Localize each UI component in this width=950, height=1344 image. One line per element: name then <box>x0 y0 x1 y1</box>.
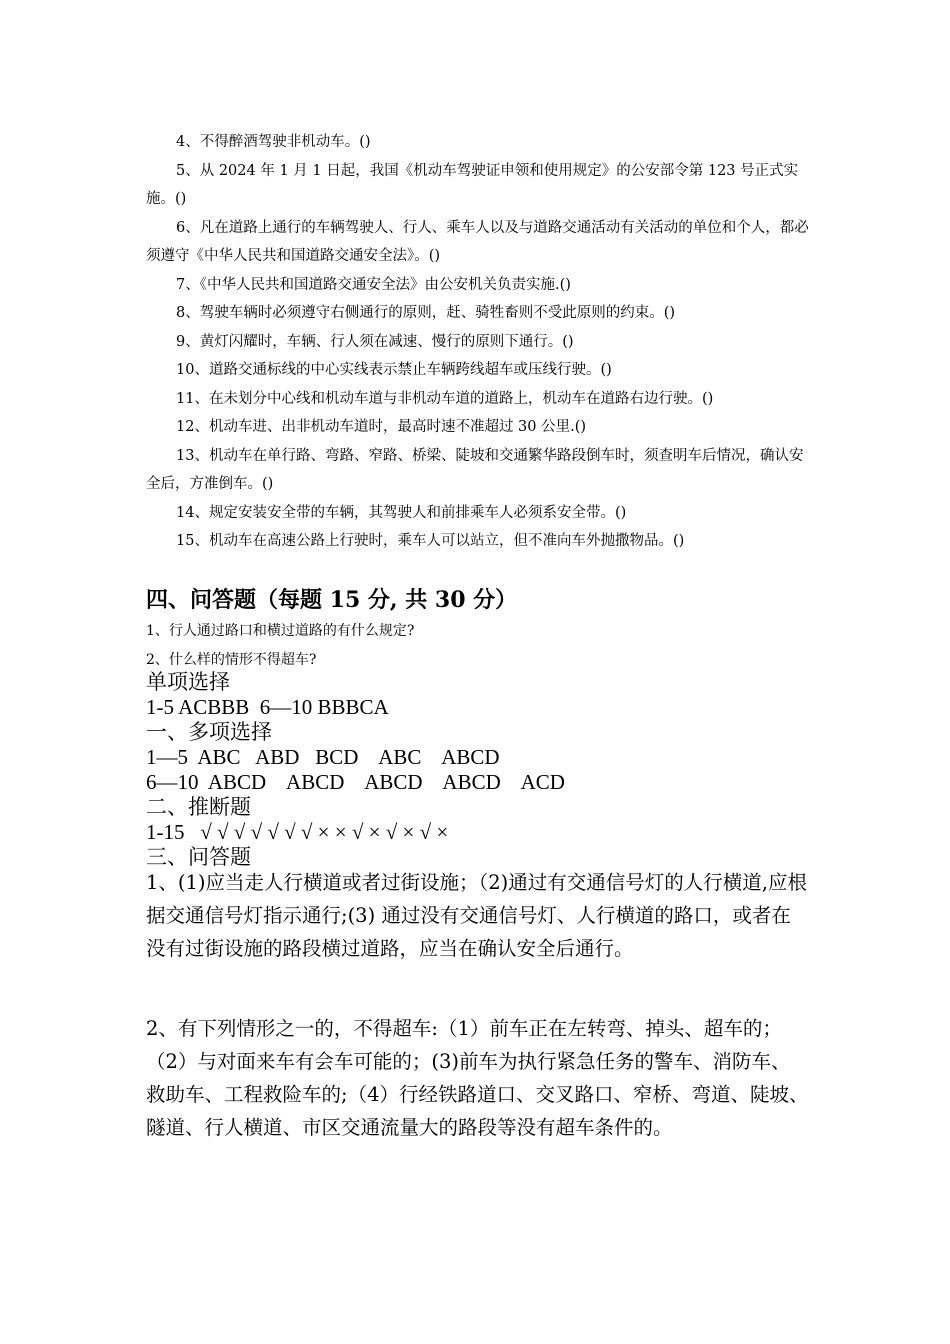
question-item-15: 15、机动车在高速公路上行驶时，乘车人可以站立，但不准向车外抛撒物品。() <box>176 533 685 549</box>
question-item-9: 9、黄灯闪耀时，车辆、行人须在减速、慢行的原则下通行。() <box>176 333 574 350</box>
answer-multiple-choice-1: 1—5 ABC ABD BCD ABC ABCD <box>146 745 500 769</box>
question-item-8: 8、驾驶车辆时必须遵守右侧通行的原则，赶、骑牲畜则不受此原则的约束。() <box>176 305 676 321</box>
question-item-4: 4、不得醉酒驾驶非机动车。() <box>176 134 371 150</box>
essay-answer-1-text: 1、(1)应当走人行横道或者过街设施；（2)通过有交通信号灯的人行横道,应根据交通信号灯指示通行;(3) 通过没有交通信号灯、人行横道的路口，或者在没有过街设施的路段横过道路，应当在确认安全后通行。 <box>146 871 807 960</box>
answer-heading-single-choice: 单项选择 <box>146 670 230 694</box>
answer-key <box>146 670 810 870</box>
question-item-12: 12、机动车进、出非机动车道时，最高时速不准超过 30 公里.() <box>176 419 587 435</box>
question-item-10: 10、道路交通标线的中心实线表示禁止车辆跨线超车或压线行驶。() <box>176 362 612 378</box>
answer-heading-true-false: 二、推断题 <box>146 795 251 819</box>
essay-question-2: 2、什么样的情形不得超车? <box>146 652 317 668</box>
answer-true-false: 1-15 √ √ √ √ √ √ √ × × √ × √ × √ × <box>146 820 449 844</box>
question-item-13: 13、机动车在单行路、弯路、窄路、桥梁、陡坡和交通繁华路段倒车时，须查明车后情况，确认安全后，方准倒车。() <box>146 447 804 492</box>
answer-multiple-choice-2: 6—10 ABCD ABCD ABCD ABCD ACD <box>146 770 565 794</box>
answer-single-choice: 1-5 ACBBB 6—10 BBBCA <box>146 695 389 719</box>
essay-question-list <box>146 617 414 675</box>
essay-answer-2-text: 2、有下列情形之一的，不得超车:（1）前车正在左转弯、掉头、超车的；（2）与对面来车有会车可能的；(3)前车为执行紧急任务的警车、消防车、救助车、工程救险车的;（4）行经铁路道口、交叉路口、窄桥、弯道、陡坡、隧道、行人横道、市区交通流量大的路段等没有超车条件的。 <box>146 1017 809 1139</box>
question-item-6: 6、凡在道路上通行的车辆驾驶人、行人、乘车人以及与道路交通活动有关活动的单位和个人，都必须遵守《中华人民共和国道路交通安全法》。() <box>146 219 809 264</box>
section-4-heading: 四、问答题（每题 15 分, 共 30 分） <box>146 587 518 613</box>
answer-heading-essay: 三、问答题 <box>146 845 251 869</box>
question-item-5: 5、从 2024 年 1 月 1 日起，我国《机动车驾驶证申领和使用规定》的公安部令第 123 号正式实施。() <box>146 162 799 207</box>
question-item-14: 14、规定安装安全带的车辆，其驾驶人和前排乘车人必须系安全带。() <box>176 504 627 521</box>
question-item-11: 11、在未划分中心线和机动车道与非机动车道的道路上，机动车在道路右边行驶。() <box>176 390 714 407</box>
essay-question-1: 1、行人通过路口和横过道路的有什么规定? <box>146 623 415 639</box>
essay-answer-1 <box>146 866 810 965</box>
essay-answer-2 <box>146 1012 810 1144</box>
true-false-question-list <box>146 128 810 556</box>
answer-heading-multiple-choice: 一、多项选择 <box>146 720 272 744</box>
question-item-7: 7、《中华人民共和国道路交通安全法》由公安机关负责实施.() <box>176 276 571 293</box>
